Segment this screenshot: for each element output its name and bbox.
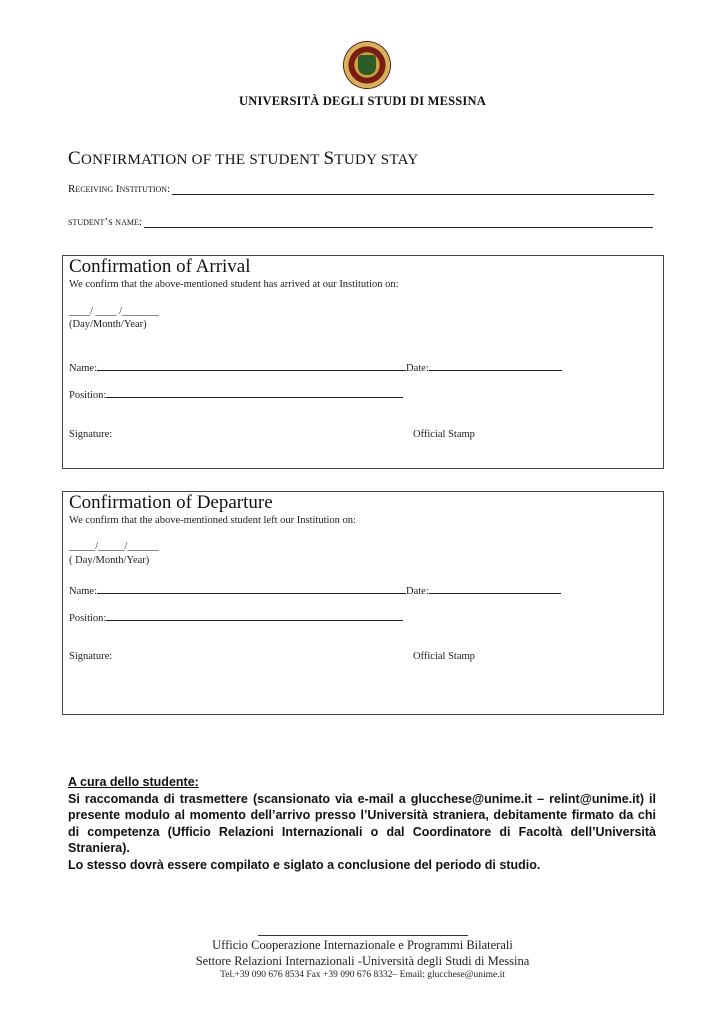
arrival-date-line[interactable] [429, 360, 562, 371]
departure-date-line[interactable] [429, 583, 561, 594]
arrival-position-label: Position: [69, 390, 107, 401]
instructions-closing: Lo stesso dovrà essere compilato e siglato a conclusione del periodo di studio. [68, 857, 541, 872]
university-seal-icon [344, 42, 390, 88]
departure-name-row [69, 583, 561, 597]
footer-department: Settore Relazioni Internazionali -Università degli Studi di Messina [195, 954, 530, 968]
arrival-date-slots[interactable]: ____/ ____ /_______ [69, 306, 159, 317]
arrival-heading: Confirmation of Arrival [69, 256, 251, 277]
arrival-position-row [69, 387, 403, 401]
instructions-paragraph: Si raccomanda di trasmettere (scansionato via e-mail a glucchese@unime.it – relint@unime.it) il presente modulo al momento dell’arrivo presso l’Università straniera, debitamente firmato da chi di competenza (Ufficio Relazioni Internazionali o dal Coordinatore di Facoltà dell’Università Straniera). [68, 791, 656, 856]
departure-statement: We confirm that the above-mentioned student left our Institution on: [69, 515, 356, 526]
students-name-label: student’s name: [68, 216, 142, 228]
departure-position-label: Position: [69, 613, 107, 624]
departure-name-label: Name: [69, 586, 97, 597]
departure-name-line[interactable] [97, 583, 406, 594]
footer-office: Ufficio Cooperazione Internazionale e Programmi Bilaterali [212, 938, 513, 952]
arrival-name-label: Name: [69, 363, 97, 374]
students-name-field[interactable] [68, 216, 653, 228]
arrival-statement: We confirm that the above-mentioned student has arrived at our Institution on: [69, 279, 399, 290]
arrival-signature-label: Signature: [69, 429, 113, 440]
arrival-name-row [69, 360, 562, 374]
arrival-stamp-label: Official Stamp [413, 429, 475, 440]
arrival-name-line[interactable] [97, 360, 406, 371]
receiving-institution-label: Receiving Institution: [68, 183, 171, 195]
footer-divider [258, 935, 468, 936]
departure-section [62, 491, 664, 715]
receiving-institution-line[interactable] [172, 184, 654, 195]
departure-position-row [69, 610, 403, 624]
departure-heading: Confirmation of Departure [69, 492, 273, 513]
student-instructions [68, 774, 656, 874]
departure-stamp-label: Official Stamp [413, 651, 475, 662]
footer-contacts: Tel.+39 090 676 8534 Fax +39 090 676 8332– Email: glucchese@unime.it [220, 970, 505, 980]
departure-date-format: ( Day/Month/Year) [69, 555, 150, 566]
arrival-date-format: (Day/Month/Year) [69, 319, 147, 330]
departure-signature-label: Signature: [69, 651, 113, 662]
arrival-position-line[interactable] [106, 387, 403, 398]
university-name: UNIVERSITÀ DEGLI STUDI DI MESSINA [239, 94, 486, 108]
arrival-date-label: Date: [406, 363, 429, 374]
arrival-section [62, 255, 664, 469]
instructions-heading: A cura dello studente: [68, 775, 199, 789]
departure-position-line[interactable] [106, 610, 403, 621]
form-title: CONFIRMATION OF THE STUDENT STUDY STAY [68, 148, 419, 169]
receiving-institution-field[interactable] [68, 183, 654, 195]
students-name-line[interactable] [144, 217, 653, 228]
departure-date-label: Date: [406, 586, 429, 597]
departure-date-slots[interactable]: _____/_____/______ [69, 541, 159, 552]
